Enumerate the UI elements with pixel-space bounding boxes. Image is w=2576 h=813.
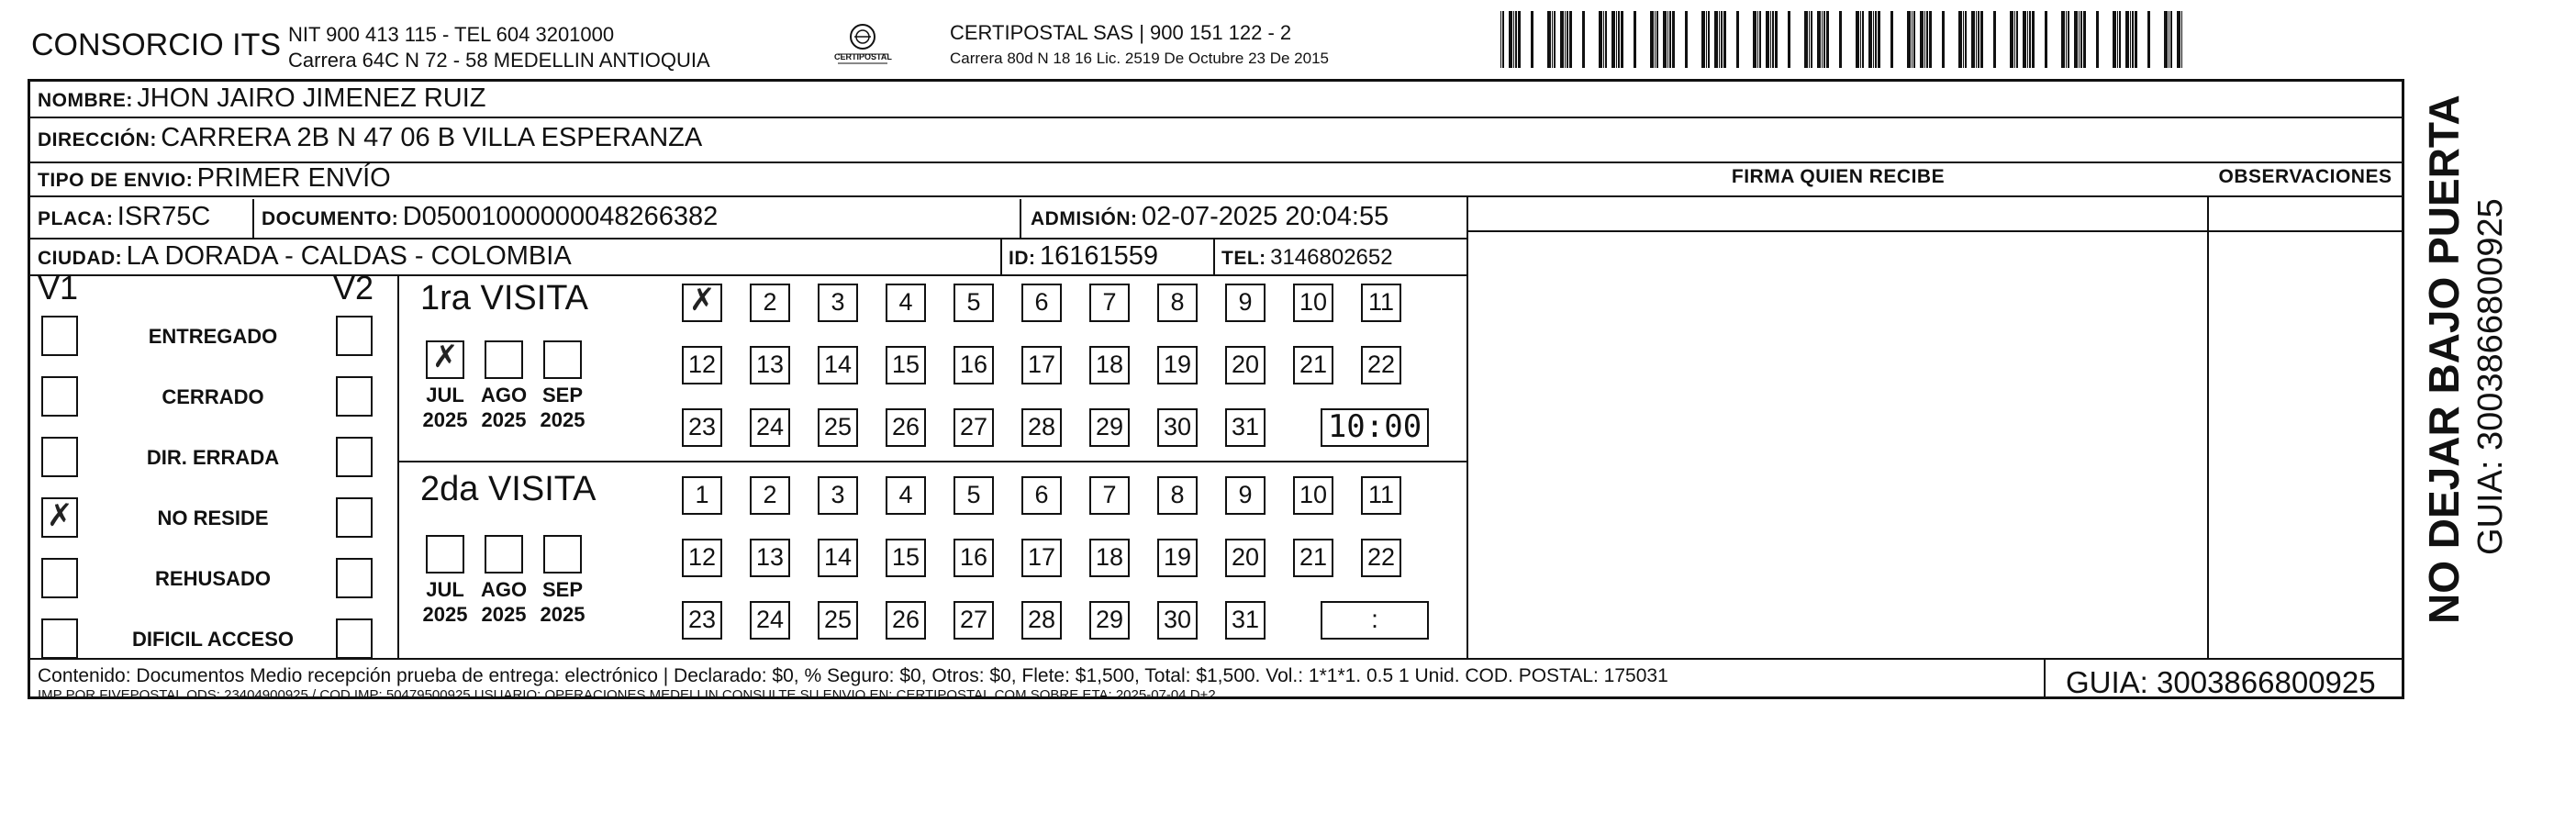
nombre-value: JHON JAIRO JIMENEZ RUIZ [137, 84, 486, 113]
day-box[interactable] [886, 346, 926, 384]
day-box[interactable] [818, 408, 858, 447]
day-number: 24 [755, 606, 785, 633]
ciudad-value: LA DORADA - CALDAS - COLOMBIA [126, 241, 572, 271]
day-number: 23 [687, 413, 717, 440]
second-visit-time[interactable]: : [1321, 601, 1429, 640]
certipostal-address: Carrera 80d N 18 16 Lic. 2519 De Octubre 23 De 2015 [950, 50, 1329, 67]
day-number: 15 [891, 543, 920, 571]
day-box[interactable] [750, 346, 790, 384]
nombre-label: NOMBRE: [38, 90, 133, 111]
day-number: 8 [1170, 288, 1185, 316]
day-box[interactable] [818, 284, 858, 322]
day-box[interactable] [1157, 346, 1198, 384]
admision-label: ADMISIÓN: [1031, 208, 1138, 229]
id-label: ID: [1009, 248, 1036, 269]
day-box[interactable] [1225, 476, 1266, 515]
month-checkbox[interactable] [543, 340, 582, 379]
day-box[interactable] [1157, 284, 1198, 322]
day-box[interactable] [1225, 408, 1266, 447]
month-year: 2025 [422, 408, 468, 431]
day-number: 24 [755, 413, 785, 440]
day-number: 25 [823, 606, 853, 633]
month-label [419, 577, 471, 627]
day-number: 2 [763, 481, 777, 508]
day-number: 20 [1231, 543, 1260, 571]
day-box[interactable] [1293, 539, 1333, 577]
day-number: 13 [755, 543, 785, 571]
day-box[interactable] [1361, 284, 1401, 322]
day-number: 9 [1238, 288, 1253, 316]
day-box[interactable] [1021, 476, 1062, 515]
day-number: 22 [1366, 543, 1396, 571]
day-number: 26 [891, 606, 920, 633]
day-number: 12 [687, 351, 717, 378]
day-number: 7 [1102, 288, 1117, 316]
day-box[interactable] [1361, 346, 1401, 384]
footer-contents: Contenido: Documentos Medio recepción prueba de entrega: electrónico | Declarado: $0, % Seguro: $0, Otros: $0, Flete: $1,500, Total: $1,500. Vol.: 1*1*1. 0.5 1 Unid. COD. POSTAL: 175031 [38, 665, 1668, 686]
day-box[interactable] [1089, 539, 1130, 577]
placa-value: ISR75C [117, 202, 211, 231]
day-box[interactable] [818, 476, 858, 515]
month-label [537, 383, 588, 432]
day-number: 11 [1367, 481, 1395, 508]
day-box[interactable] [682, 284, 722, 322]
day-box[interactable] [886, 408, 926, 447]
footer-print-info: IMP POR FIVEPOSTAL ODS: 23404900925 / COD.IMP: 50479500925 USUARIO: OPERACIONES MEDELLIN CONSULTE SU ENVIO EN: CERTIPOSTAL.COM SOBRE ETA: 2025-07-04 D+2 [38, 687, 1216, 703]
day-box[interactable] [1021, 601, 1062, 640]
day-number: 10 [1299, 481, 1328, 508]
day-number: 7 [1102, 481, 1117, 508]
v1-checkbox[interactable] [41, 437, 78, 477]
day-number: 29 [1095, 606, 1124, 633]
day-box[interactable] [1361, 476, 1401, 515]
month-year: 2025 [540, 408, 585, 431]
certipostal-seal-icon [831, 20, 895, 68]
day-number: 4 [898, 481, 913, 508]
month-name: AGO [480, 384, 528, 406]
nit-line: NIT 900 413 115 - TEL 604 3201000 [288, 23, 615, 46]
day-box[interactable] [953, 476, 994, 515]
tipo-envio-value: PRIMER ENVÍO [196, 163, 391, 193]
admision-value: 02-07-2025 20:04:55 [1141, 202, 1389, 231]
day-box[interactable] [953, 284, 994, 322]
day-number: 18 [1095, 543, 1124, 571]
x-mark-icon: ✗ [47, 497, 73, 534]
day-number: 18 [1095, 351, 1124, 378]
day-box[interactable] [1225, 346, 1266, 384]
company-info [288, 22, 710, 73]
status-label: DIR. ERRADA [146, 446, 280, 469]
status-label: DIFICIL ACCESO [131, 628, 294, 651]
v1-checkbox[interactable] [41, 618, 78, 659]
day-box[interactable] [1089, 476, 1130, 515]
day-number: 6 [1034, 288, 1049, 316]
certipostal-info [950, 20, 1329, 72]
day-box[interactable] [818, 601, 858, 640]
id-value: 16161559 [1039, 241, 1158, 271]
month-checkbox[interactable] [426, 340, 464, 379]
day-box[interactable] [886, 601, 926, 640]
day-box[interactable] [682, 539, 722, 577]
month-name: JUL [426, 384, 464, 406]
month-checkbox[interactable] [426, 535, 464, 574]
day-number: 13 [755, 351, 785, 378]
direccion-value: CARRERA 2B N 47 06 B VILLA ESPERANZA [161, 123, 703, 152]
month-name: AGO [480, 578, 528, 601]
day-box[interactable] [1361, 539, 1401, 577]
month-checkbox[interactable] [485, 340, 523, 379]
day-number: 5 [966, 288, 981, 316]
day-box[interactable] [750, 601, 790, 640]
day-box[interactable] [953, 539, 994, 577]
day-number: 31 [1231, 606, 1260, 633]
day-number: 11 [1367, 288, 1395, 316]
day-box[interactable] [1021, 408, 1062, 447]
day-box[interactable] [1021, 539, 1062, 577]
day-number: 1 [695, 481, 709, 508]
day-box[interactable] [1225, 601, 1266, 640]
v1-checkbox[interactable] [41, 316, 78, 356]
v2-checkbox[interactable] [336, 437, 373, 477]
day-box[interactable] [682, 476, 722, 515]
day-number: 29 [1095, 413, 1124, 440]
day-number: 4 [898, 288, 913, 316]
day-number: 27 [959, 606, 988, 633]
v1-checkbox[interactable] [41, 497, 78, 538]
day-number: 23 [687, 606, 717, 633]
month-name: SEP [541, 384, 584, 406]
certipostal-line: CERTIPOSTAL SAS | 900 151 122 - 2 [950, 21, 1292, 44]
v2-checkbox[interactable] [336, 376, 373, 417]
day-number: 28 [1027, 606, 1056, 633]
day-number: 8 [1170, 481, 1185, 508]
month-year: 2025 [481, 408, 527, 431]
first-visit-time[interactable]: 10:00 [1321, 408, 1429, 447]
day-number: 25 [823, 413, 853, 440]
delivery-form [28, 79, 2404, 703]
day-box[interactable] [682, 408, 722, 447]
month-year: 2025 [422, 603, 468, 626]
observaciones-header: OBSERVACIONES [2218, 166, 2392, 187]
tel-label: TEL: [1221, 248, 1266, 269]
day-number: 30 [1163, 413, 1192, 440]
day-box[interactable] [1225, 284, 1266, 322]
direccion-label: DIRECCIÓN: [38, 129, 157, 150]
day-number: 2 [763, 288, 777, 316]
ciudad-label: CIUDAD: [38, 248, 123, 269]
day-number: 17 [1027, 351, 1056, 378]
day-box[interactable] [1089, 601, 1130, 640]
day-number: 30 [1163, 606, 1192, 633]
side-guia: GUIA: 3003866800925 [2471, 198, 2510, 555]
v1-checkbox[interactable] [41, 376, 78, 417]
day-box[interactable] [1021, 284, 1062, 322]
month-name: JUL [426, 578, 464, 601]
footer-guia: GUIA: 3003866800925 [2066, 665, 2376, 699]
day-box[interactable] [750, 539, 790, 577]
company-name: CONSORCIO ITS [31, 28, 282, 62]
month-label [478, 577, 530, 627]
x-mark-icon: ✗ [689, 282, 716, 318]
address-line: Carrera 64C N 72 - 58 MEDELLIN ANTIOQUIA [288, 49, 710, 72]
day-box[interactable] [750, 476, 790, 515]
day-box[interactable] [682, 601, 722, 640]
day-number: 6 [1034, 481, 1049, 508]
logo-text: CERTIPOSTAL [834, 52, 892, 61]
second-visit-title: 2da VISITA [420, 470, 597, 508]
day-number: 20 [1231, 351, 1260, 378]
day-number: 21 [1299, 351, 1328, 378]
day-box[interactable] [953, 346, 994, 384]
day-box[interactable] [818, 539, 858, 577]
day-box[interactable] [1293, 476, 1333, 515]
status-label: REHUSADO [155, 567, 271, 590]
day-box[interactable] [682, 346, 722, 384]
month-name: SEP [541, 578, 584, 601]
day-number: 5 [966, 481, 981, 508]
day-box[interactable] [1157, 539, 1198, 577]
day-box[interactable] [1089, 408, 1130, 447]
day-box[interactable] [1157, 601, 1198, 640]
day-number: 31 [1231, 413, 1260, 440]
month-label [537, 577, 588, 627]
day-number: 22 [1366, 351, 1396, 378]
day-number: 26 [891, 413, 920, 440]
tel-value: 3146802652 [1270, 245, 1393, 270]
firma-header: FIRMA QUIEN RECIBE [1731, 166, 1946, 187]
v2-checkbox[interactable] [336, 558, 373, 598]
day-number: 9 [1238, 481, 1253, 508]
status-label: ENTREGADO [148, 325, 278, 348]
day-box[interactable] [886, 539, 926, 577]
day-box[interactable] [953, 601, 994, 640]
day-number: 14 [823, 351, 853, 378]
placa-label: PLACA: [38, 208, 114, 229]
month-checkbox[interactable] [485, 535, 523, 574]
day-box[interactable] [886, 476, 926, 515]
day-box[interactable] [1225, 539, 1266, 577]
no-dejar-warning: NO DEJAR BAJO PUERTA [2420, 95, 2468, 624]
month-label [419, 383, 471, 432]
v1-checkbox[interactable] [41, 558, 78, 598]
documento-value: D05001000000048266382 [402, 202, 719, 231]
day-box[interactable] [750, 284, 790, 322]
day-number: 17 [1027, 543, 1056, 571]
day-number: 12 [687, 543, 717, 571]
x-mark-icon: ✗ [432, 339, 459, 375]
month-year: 2025 [540, 603, 585, 626]
day-number: 3 [831, 481, 845, 508]
day-box[interactable] [1157, 408, 1198, 447]
day-number: 3 [831, 288, 845, 316]
day-number: 10 [1299, 288, 1328, 316]
day-number: 27 [959, 413, 988, 440]
day-number: 16 [959, 543, 988, 571]
day-box[interactable] [1293, 284, 1333, 322]
v2-header: V2 [333, 269, 374, 306]
day-number: 14 [823, 543, 853, 571]
tipo-envio-label: TIPO DE ENVIO: [38, 170, 194, 191]
day-box[interactable] [1021, 346, 1062, 384]
v2-checkbox[interactable] [336, 618, 373, 659]
first-visit-title: 1ra VISITA [420, 279, 589, 317]
day-box[interactable] [1089, 284, 1130, 322]
v2-checkbox[interactable] [336, 497, 373, 538]
day-number: 28 [1027, 413, 1056, 440]
day-box[interactable] [1293, 346, 1333, 384]
status-label: CERRADO [162, 385, 264, 408]
day-box[interactable] [1157, 476, 1198, 515]
day-box[interactable] [818, 346, 858, 384]
month-year: 2025 [481, 603, 527, 626]
day-number: 21 [1299, 543, 1328, 571]
day-box[interactable] [886, 284, 926, 322]
month-checkbox[interactable] [543, 535, 582, 574]
v2-checkbox[interactable] [336, 316, 373, 356]
v1-header: V1 [38, 269, 79, 306]
day-number: 16 [959, 351, 988, 378]
barcode [1499, 11, 2184, 68]
month-label [478, 383, 530, 432]
day-box[interactable] [1089, 346, 1130, 384]
day-box[interactable] [750, 408, 790, 447]
day-number: 19 [1163, 543, 1192, 571]
day-number: 15 [891, 351, 920, 378]
status-label: NO RESIDE [157, 507, 269, 529]
documento-label: DOCUMENTO: [262, 208, 399, 229]
day-number: 19 [1163, 351, 1192, 378]
day-box[interactable] [953, 408, 994, 447]
